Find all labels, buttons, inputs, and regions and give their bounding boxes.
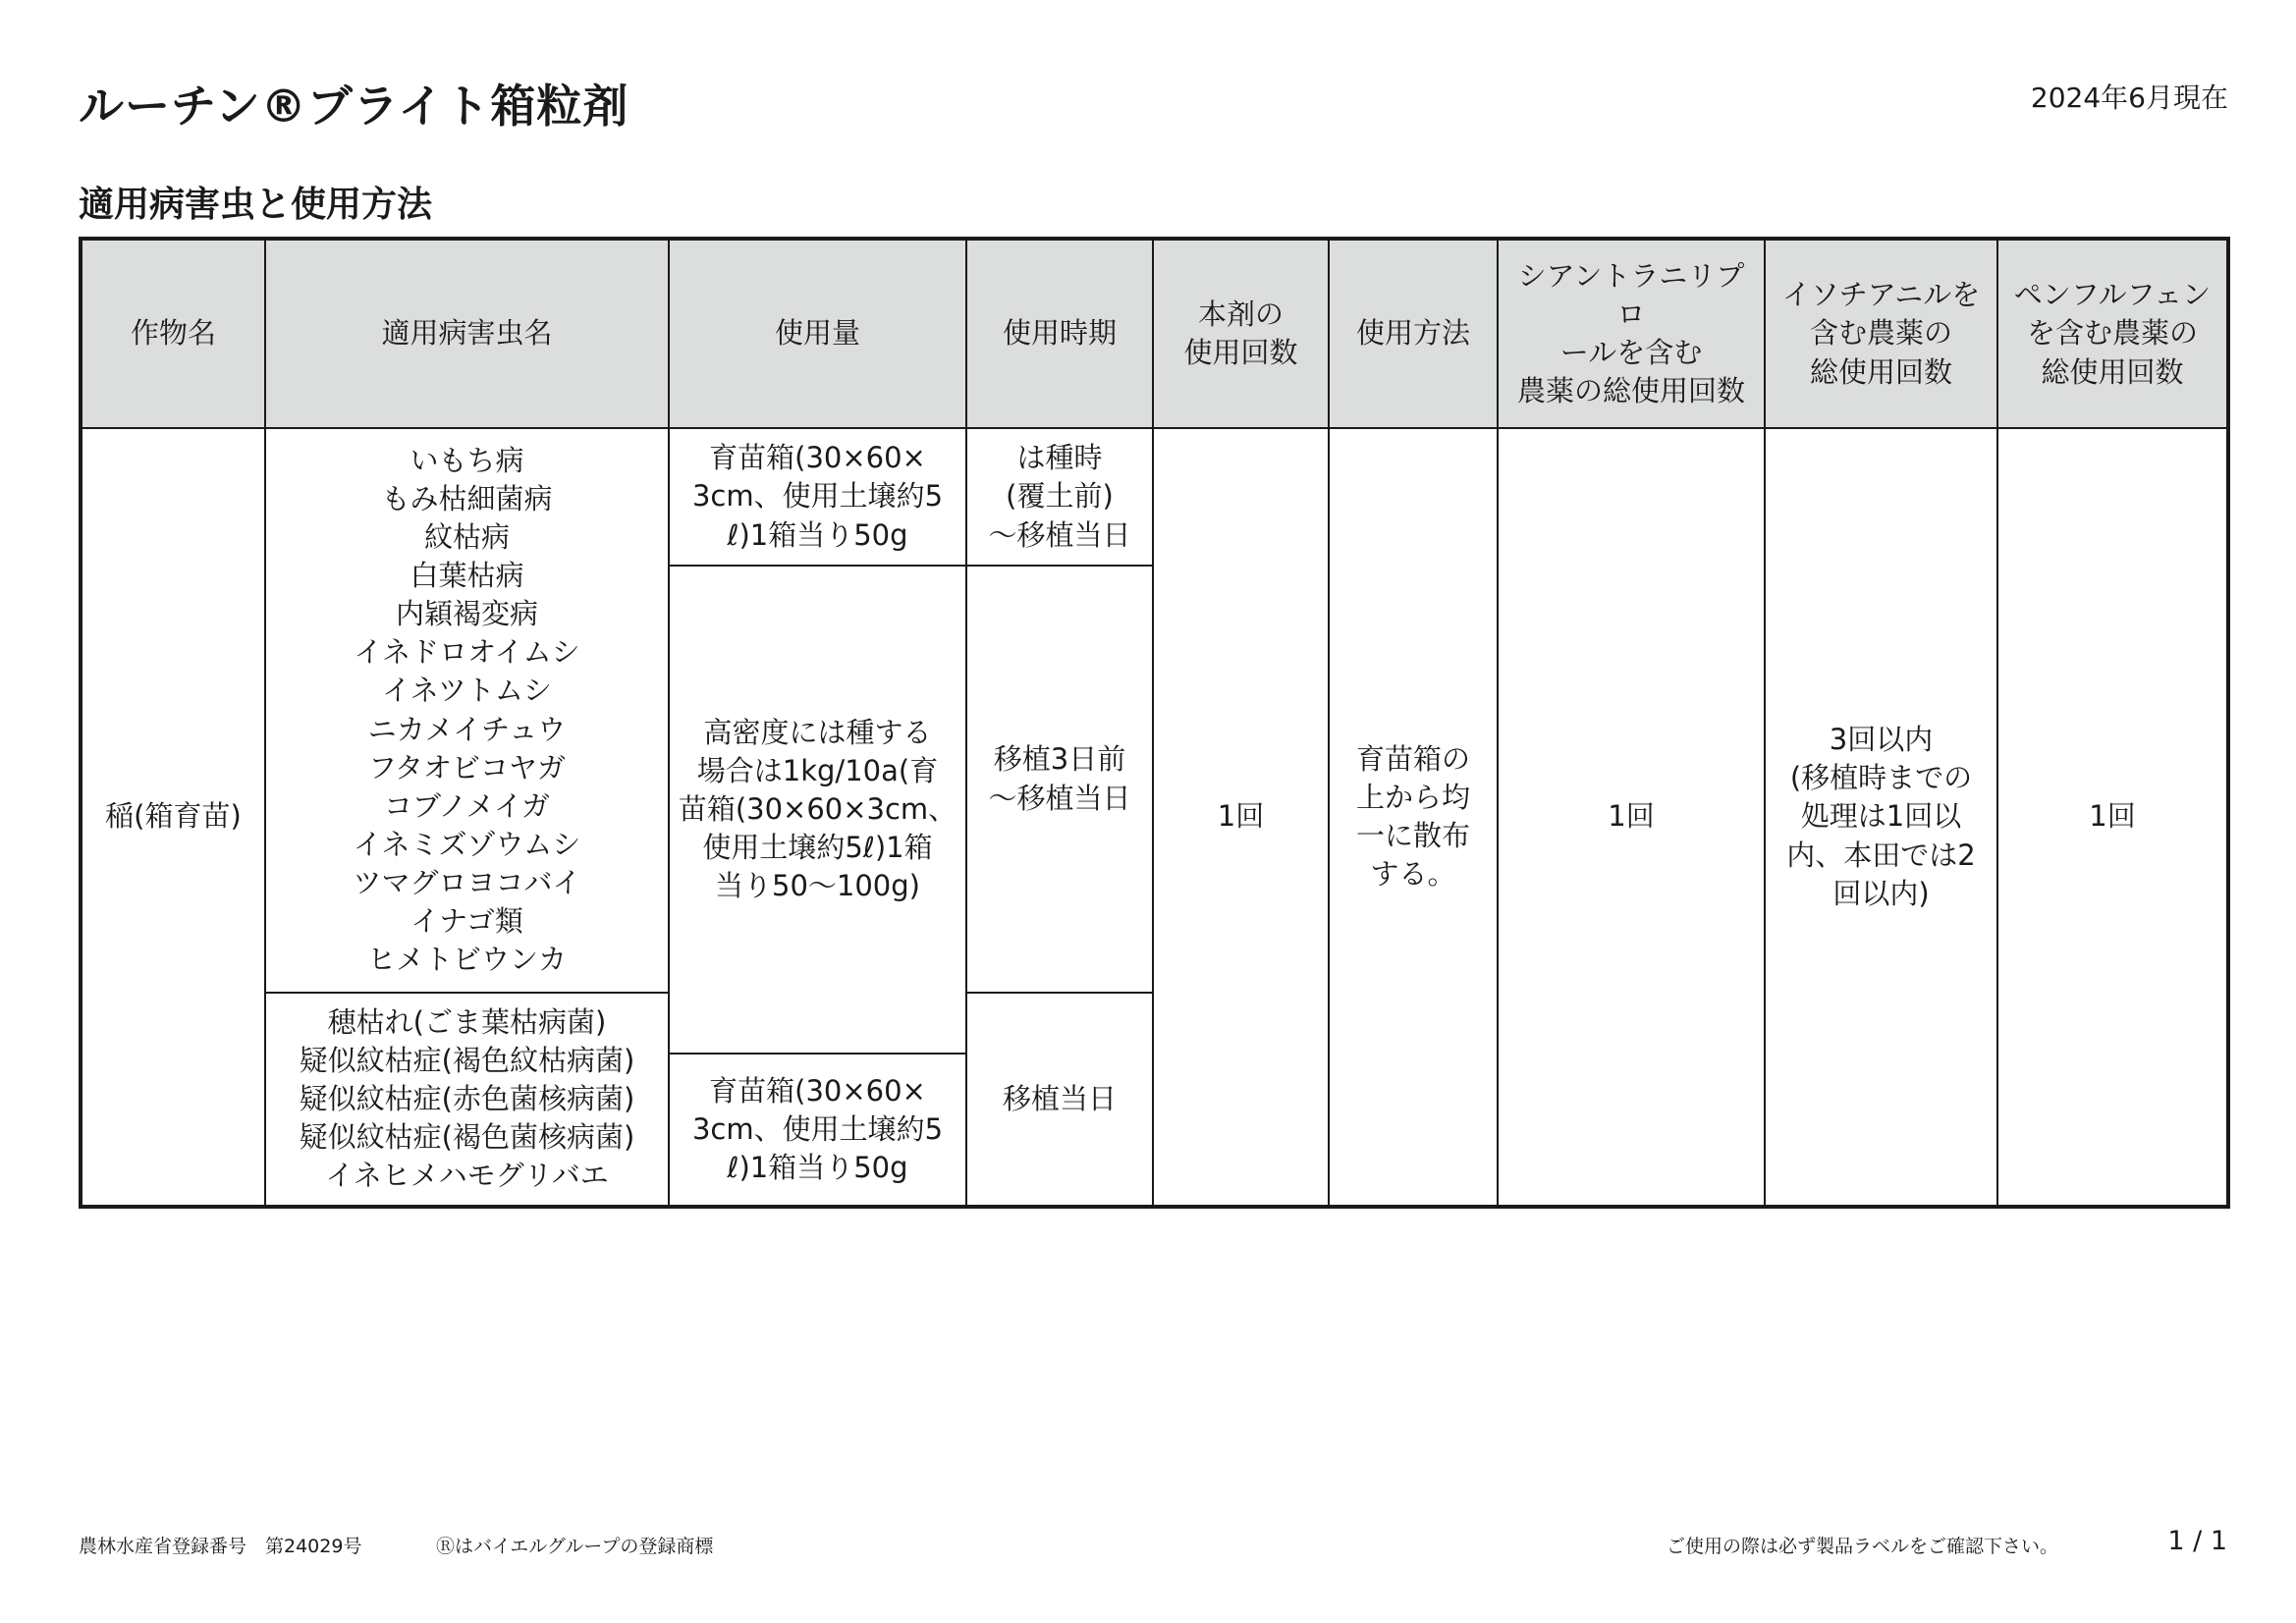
- header-row: [81, 239, 2228, 428]
- usage-notice: ご使用の際は必ず製品ラベルをご確認下さい。: [1667, 1536, 2059, 1557]
- header-count: 本剤の 使用回数: [1153, 239, 1329, 428]
- dosage-standard: 育苗箱(30×60× 3cm、使用土壌約5 ℓ)1箱当り50g: [669, 428, 966, 566]
- header-isotianil-total: イソチアニルを 含む農薬の 総使用回数: [1765, 239, 1997, 428]
- timing-transplant-day: 移植当日: [966, 993, 1153, 1207]
- table-row: [81, 428, 2228, 566]
- method-cell: 育苗箱の 上から均 一に散布 する。: [1329, 428, 1498, 1207]
- cyantraniliprole-total-cell: 1回: [1498, 428, 1765, 1207]
- count-cell: 1回: [1153, 428, 1329, 1207]
- header-crop: 作物名: [81, 239, 265, 428]
- crop-cell: 稲(箱育苗): [81, 428, 265, 1207]
- dosage-high-density: 高密度には種する 場合は1kg/10a(育 苗箱(30×60×3cm、 使用土壌約5ℓ)1箱 当り50～100g): [669, 566, 966, 1054]
- document-title: ルーチン®ブライト箱粒剤: [79, 80, 629, 133]
- header-penflufen-total: ペンフルフェン を含む農薬の 総使用回数: [1997, 239, 2228, 428]
- as-of-date: 2024年6月現在: [2030, 81, 2228, 114]
- header-cyantraniliprole-total: シアントラニリプロ ールを含む 農薬の総使用回数: [1498, 239, 1765, 428]
- header-dosage: 使用量: [669, 239, 966, 428]
- header-pests: 適用病害虫名: [265, 239, 669, 428]
- trademark-note: Ⓡはバイエルグループの登録商標: [436, 1536, 714, 1557]
- dosage-standard-2: 育苗箱(30×60× 3cm、使用土壌約5 ℓ)1箱当り50g: [669, 1054, 966, 1207]
- timing-3days: 移植3日前 ～移植当日: [966, 566, 1153, 993]
- timing-sowing: は種時 (覆土前) ～移植当日: [966, 428, 1153, 566]
- pests-group-1: いもち病 もみ枯細菌病 紋枯病 白葉枯病 内穎褐変病 イネドロオイムシ イネツトムシ ニカメイチュウ フタオビコヤガ コブノメイガ イネミズゾウムシ ツマグロヨコバイ イナゴ類 ヒメトビウンカ: [265, 428, 669, 993]
- pests-group-2: 穂枯れ(ごま葉枯病菌) 疑似紋枯症(褐色紋枯病菌) 疑似紋枯症(赤色菌核病菌) 疑似紋枯症(褐色菌核病菌) イネヒメハモグリバエ: [265, 993, 669, 1207]
- isotianil-total-cell: 3回以内 (移植時までの 処理は1回以 内、本田では2 回以内): [1765, 428, 1997, 1207]
- section-title: 適用病害虫と使用方法: [79, 185, 433, 225]
- header-timing: 使用時期: [966, 239, 1153, 428]
- application-table: [79, 237, 2230, 1209]
- registration-number: 農林水産省登録番号 第24029号: [79, 1536, 362, 1557]
- header-method: 使用方法: [1329, 239, 1498, 428]
- penflufen-total-cell: 1回: [1997, 428, 2228, 1207]
- page-number: 1 / 1: [2167, 1526, 2227, 1556]
